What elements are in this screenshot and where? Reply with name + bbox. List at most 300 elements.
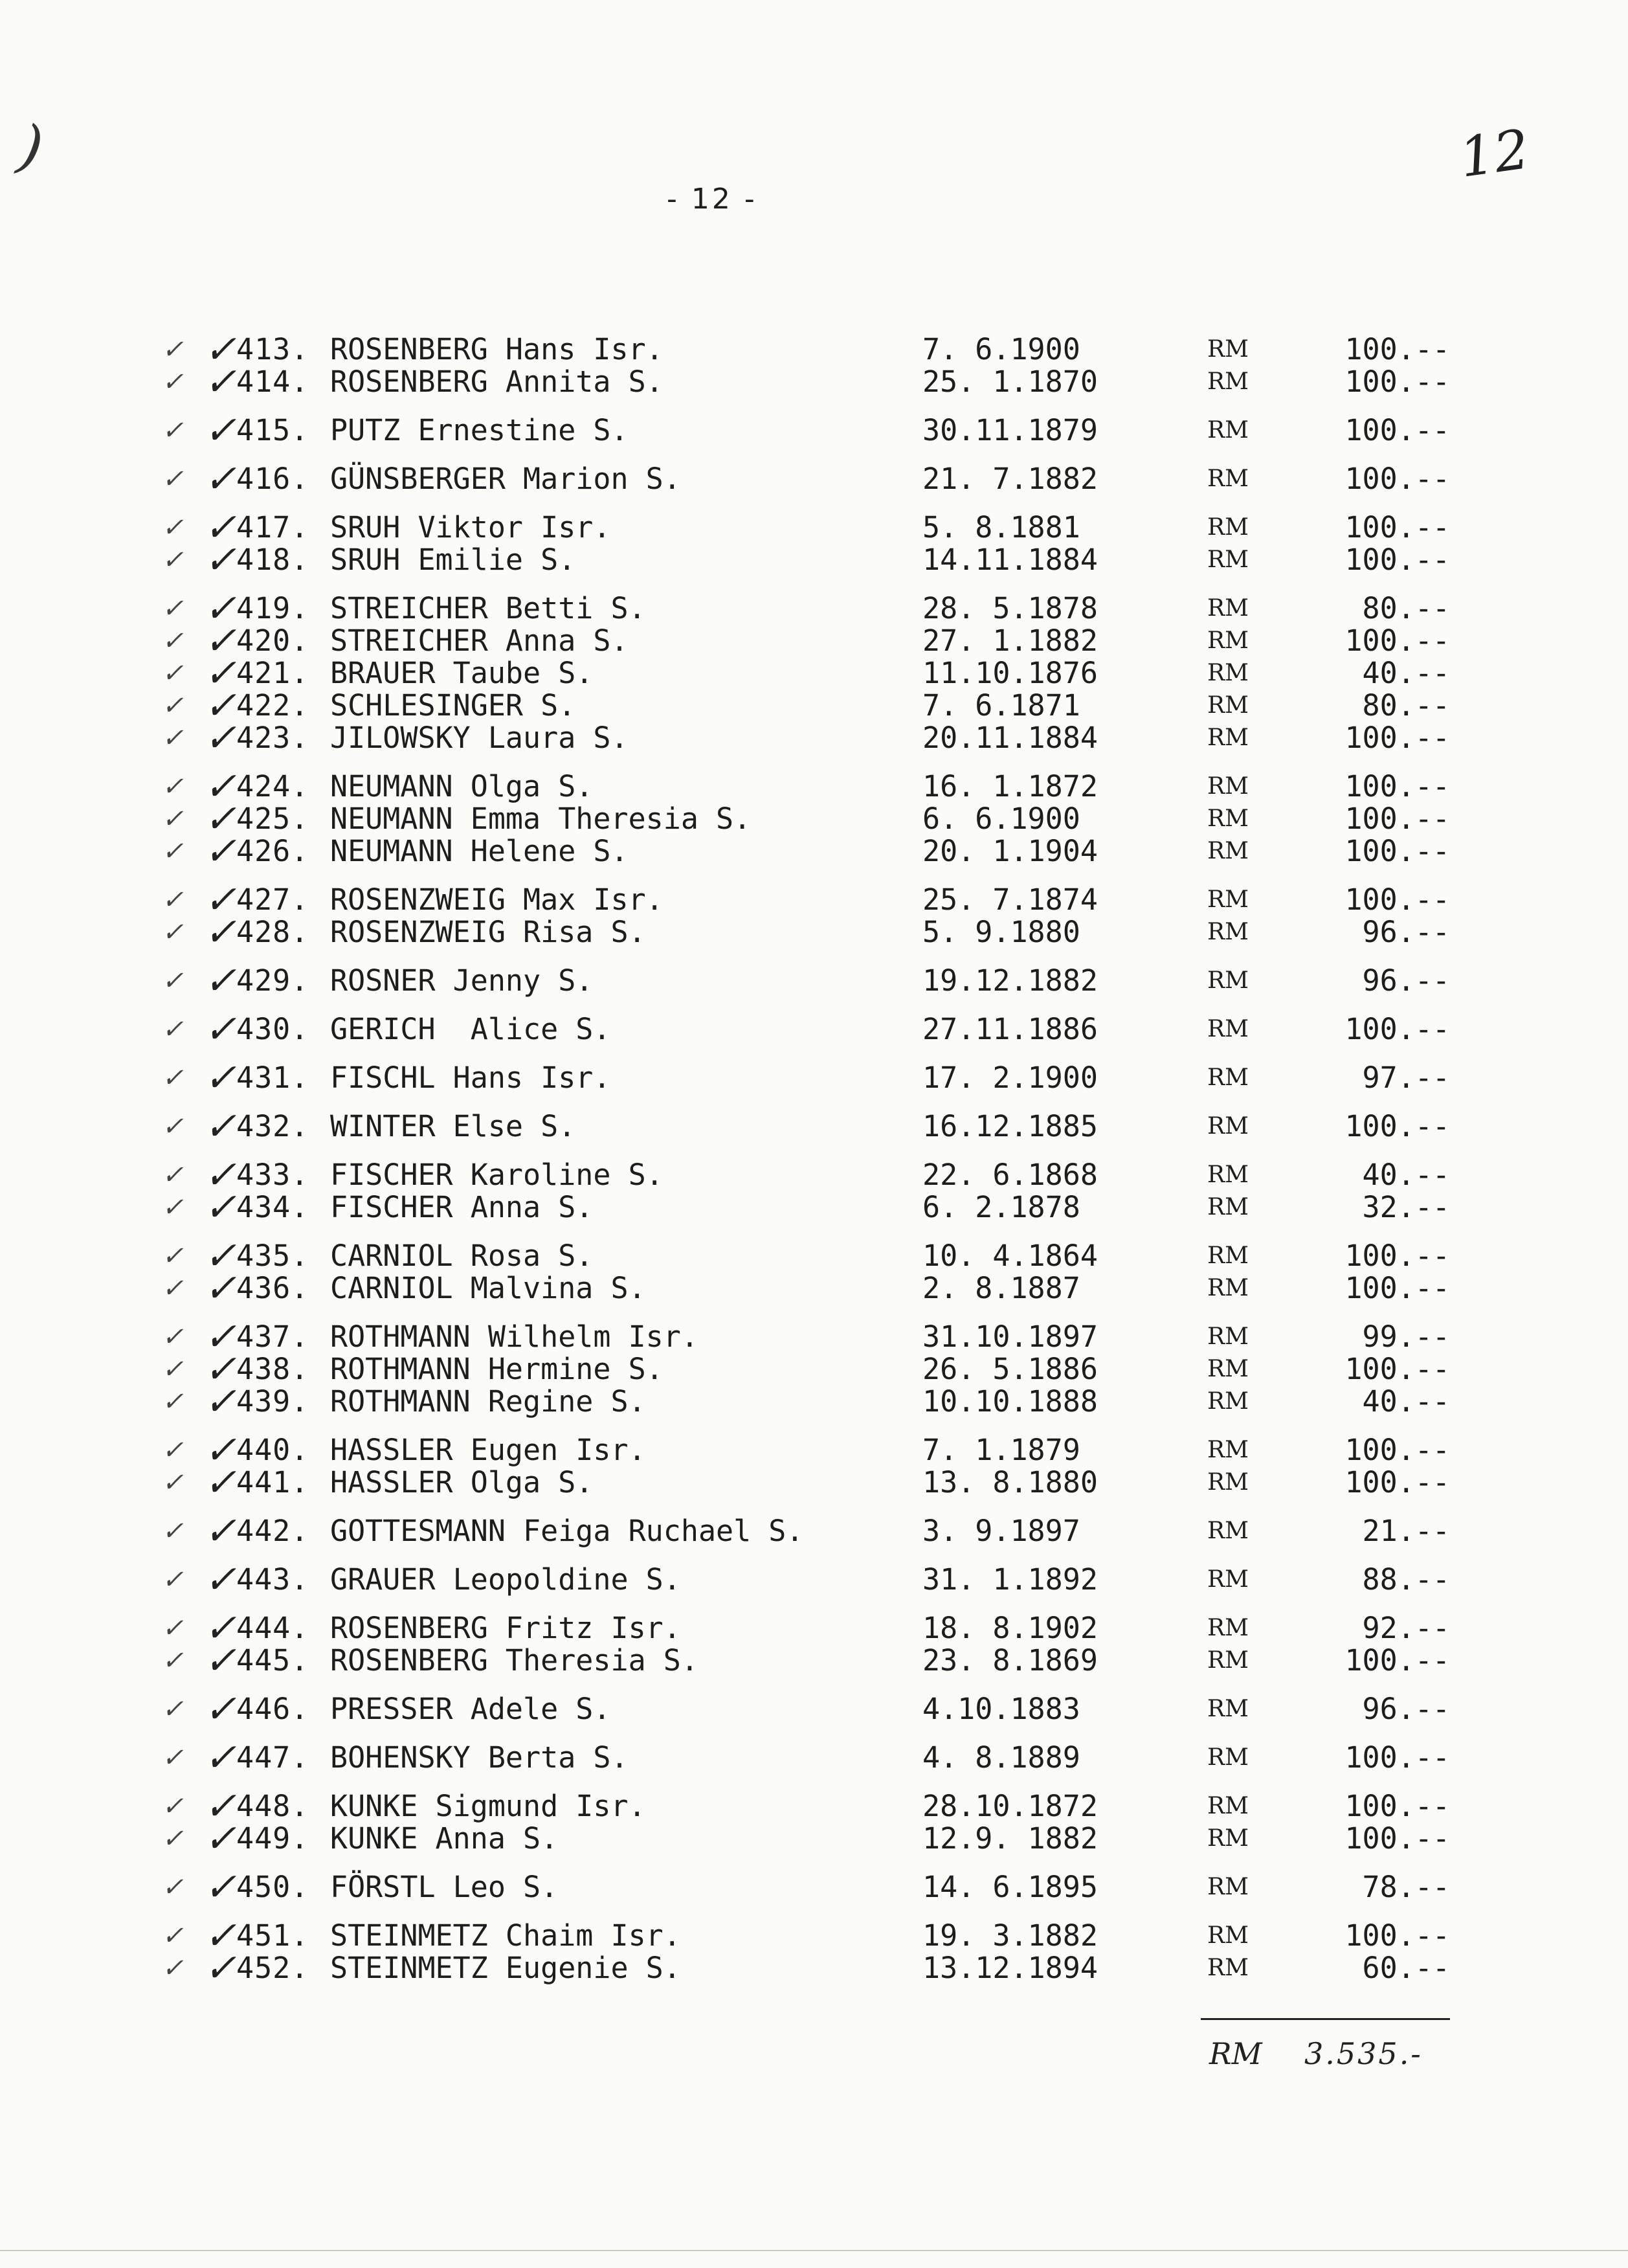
table-row [0, 1007, 1628, 1052]
amount: 100.-- [1344, 462, 1450, 496]
amount: 100.-- [1344, 1821, 1450, 1856]
amount: 21.-- [1362, 1514, 1450, 1548]
table-row [0, 1104, 1628, 1149]
currency: RM [1207, 1922, 1249, 1949]
check-mark-icon: ✓ [204, 1266, 237, 1311]
birth-date: 16. 1.1872 [922, 769, 1098, 803]
birth-date: 2. 8.1887 [922, 1271, 1080, 1305]
check-mark-icon: ✓ [204, 1428, 237, 1473]
birth-date: 10. 4.1864 [922, 1239, 1098, 1273]
currency: RM [1207, 1016, 1249, 1042]
birth-date: 28. 5.1878 [922, 591, 1098, 625]
amount: 100.-- [1344, 332, 1450, 366]
person-name: ROSENZWEIG Risa S. [330, 915, 646, 949]
birth-date: 5. 8.1881 [922, 510, 1080, 545]
amount: 100.-- [1344, 1352, 1450, 1386]
entry-number: 414. [236, 365, 309, 399]
table-row [0, 683, 1628, 728]
check-mark-icon: ✓ [162, 836, 184, 866]
table-row [0, 1816, 1628, 1861]
amount: 100.-- [1344, 1789, 1450, 1823]
person-name: PUTZ Ernestine S. [330, 413, 629, 447]
check-mark-icon: ✓ [162, 1063, 184, 1093]
entry-number: 439. [236, 1384, 309, 1419]
bottom-edge-line [0, 2250, 1628, 2251]
currency: RM [1207, 336, 1249, 363]
birth-date: 13.12.1894 [922, 1951, 1098, 1985]
check-mark-icon: ✓ [204, 327, 237, 372]
entry-number: 421. [236, 656, 309, 690]
currency: RM [1207, 1113, 1249, 1140]
check-mark-icon: ✓ [162, 1112, 184, 1141]
currency: RM [1207, 967, 1249, 994]
entry-number: 440. [236, 1433, 309, 1467]
entry-number: 424. [236, 769, 309, 803]
currency: RM [1207, 514, 1249, 541]
amount: 92.-- [1362, 1611, 1450, 1645]
entry-number: 450. [236, 1870, 309, 1904]
amount: 100.-- [1344, 802, 1450, 836]
total-currency: RM [1209, 2036, 1262, 2071]
check-mark-icon: ✓ [204, 1152, 237, 1198]
currency: RM [1207, 838, 1249, 864]
person-name: KUNKE Anna S. [330, 1821, 559, 1856]
entry-number: 449. [236, 1821, 309, 1856]
person-name: CARNIOL Malvina S. [330, 1271, 646, 1305]
check-mark-icon: ✓ [162, 1322, 184, 1352]
table-row [0, 1152, 1628, 1198]
person-name: HASSLER Olga S. [330, 1465, 594, 1499]
check-mark-icon: ✓ [162, 1646, 184, 1676]
birth-date: 20.11.1884 [922, 721, 1098, 755]
person-name: HASSLER Eugen Isr. [330, 1433, 646, 1467]
birth-date: 22. 6.1868 [922, 1158, 1098, 1192]
amount: 60.-- [1362, 1951, 1450, 1985]
check-mark-icon: ✓ [204, 1379, 237, 1424]
currency: RM [1207, 1566, 1249, 1593]
entry-number: 435. [236, 1239, 309, 1273]
birth-date: 12.9. 1882 [922, 1821, 1098, 1856]
person-name: FISCHER Anna S. [330, 1190, 594, 1224]
amount: 100.-- [1344, 365, 1450, 399]
person-name: GRAUER Leopoldine S. [330, 1562, 681, 1597]
currency: RM [1207, 1955, 1249, 1981]
amount: 100.-- [1344, 543, 1450, 577]
check-mark-icon: ✓ [162, 1468, 184, 1498]
currency: RM [1207, 368, 1249, 395]
total-rule [1201, 2018, 1450, 2020]
birth-date: 7. 6.1900 [922, 332, 1080, 366]
check-mark-icon: ✓ [204, 1104, 237, 1149]
check-mark-icon: ✓ [204, 1638, 237, 1683]
birth-date: 7. 6.1871 [922, 688, 1080, 723]
person-name: WINTER Else S. [330, 1109, 576, 1143]
check-mark-icon: ✓ [162, 1274, 184, 1303]
check-mark-icon: ✓ [162, 1694, 184, 1724]
table-row [0, 1266, 1628, 1311]
birth-date: 4.10.1883 [922, 1692, 1080, 1726]
table-row [0, 651, 1628, 696]
check-mark-icon: ✓ [204, 1557, 237, 1602]
check-mark-icon: ✓ [162, 1387, 184, 1417]
table-row [0, 1233, 1628, 1279]
table-row [0, 1557, 1628, 1602]
check-mark-icon: ✓ [204, 1735, 237, 1780]
entry-number: 429. [236, 963, 309, 998]
table-row [0, 1379, 1628, 1424]
birth-date: 19.12.1882 [922, 963, 1098, 998]
amount: 100.-- [1344, 510, 1450, 545]
entry-number: 452. [236, 1951, 309, 1985]
entry-number: 417. [236, 510, 309, 545]
currency: RM [1207, 1615, 1249, 1641]
person-name: ROSENBERG Hans Isr. [330, 332, 663, 366]
amount: 100.-- [1344, 721, 1450, 755]
amount: 100.-- [1344, 1918, 1450, 1953]
currency: RM [1207, 1793, 1249, 1819]
amount: 78.-- [1362, 1870, 1450, 1904]
birth-date: 14. 6.1895 [922, 1870, 1098, 1904]
currency: RM [1207, 773, 1249, 800]
check-mark-icon: ✓ [204, 651, 237, 696]
table-row [0, 1055, 1628, 1101]
table-row [0, 1865, 1628, 1910]
person-name: GERICH Alice S. [330, 1012, 611, 1046]
check-mark-icon: ✓ [204, 877, 237, 923]
currency: RM [1207, 1275, 1249, 1301]
person-name: FISCHER Karoline S. [330, 1158, 663, 1192]
person-name: SRUH Viktor Isr. [330, 510, 611, 545]
check-mark-icon: ✓ [162, 804, 184, 834]
check-mark-icon: ✓ [204, 1509, 237, 1554]
currency: RM [1207, 1437, 1249, 1463]
amount: 100.-- [1344, 413, 1450, 447]
entry-number: 426. [236, 834, 309, 868]
person-name: PRESSER Adele S. [330, 1692, 611, 1726]
birth-date: 10.10.1888 [922, 1384, 1098, 1419]
birth-date: 31.10.1897 [922, 1319, 1098, 1354]
amount: 32.-- [1362, 1190, 1450, 1224]
check-mark-icon: ✓ [162, 545, 184, 575]
check-mark-icon: ✓ [162, 513, 184, 543]
check-mark-icon: ✓ [162, 626, 184, 656]
table-row [0, 1428, 1628, 1473]
entry-number: 443. [236, 1562, 309, 1597]
margin-stroke-mark: ) [14, 111, 48, 183]
table-row [0, 505, 1628, 550]
check-mark-icon: ✓ [204, 1946, 237, 1991]
person-name: NEUMANN Emma Theresia S. [330, 802, 752, 836]
check-mark-icon: ✓ [162, 691, 184, 721]
birth-date: 26. 5.1886 [922, 1352, 1098, 1386]
table-row [0, 958, 1628, 1004]
amount: 100.-- [1344, 1271, 1450, 1305]
table-row [0, 456, 1628, 502]
birth-date: 19. 3.1882 [922, 1918, 1098, 1953]
check-mark-icon: ✓ [162, 1872, 184, 1902]
amount: 100.-- [1344, 1109, 1450, 1143]
birth-date: 18. 8.1902 [922, 1611, 1098, 1645]
check-mark-icon: ✓ [162, 917, 184, 947]
check-mark-icon: ✓ [162, 594, 184, 623]
amount: 100.-- [1344, 1012, 1450, 1046]
amount: 40.-- [1362, 656, 1450, 690]
person-name: BOHENSKY Berta S. [330, 1740, 629, 1775]
person-name: STREICHER Anna S. [330, 623, 629, 658]
currency: RM [1207, 805, 1249, 832]
amount: 96.-- [1362, 1692, 1450, 1726]
check-mark-icon: ✓ [204, 764, 237, 809]
table-row [0, 1185, 1628, 1230]
table-row [0, 877, 1628, 923]
currency: RM [1207, 1064, 1249, 1091]
check-mark-icon: ✓ [204, 1314, 237, 1360]
amount: 99.-- [1362, 1319, 1450, 1354]
birth-date: 6. 6.1900 [922, 802, 1080, 836]
entry-number: 447. [236, 1740, 309, 1775]
check-mark-icon: ✓ [204, 1913, 237, 1959]
person-name: ROTHMANN Wilhelm Isr. [330, 1319, 698, 1354]
table-row [0, 829, 1628, 874]
check-mark-icon: ✓ [204, 505, 237, 550]
birth-date: 4. 8.1889 [922, 1740, 1080, 1775]
table-row [0, 1347, 1628, 1392]
birth-date: 11.10.1876 [922, 656, 1098, 690]
birth-date: 3. 9.1897 [922, 1514, 1080, 1548]
check-mark-icon: ✓ [162, 1613, 184, 1643]
birth-date: 20. 1.1904 [922, 834, 1098, 868]
check-mark-icon: ✓ [162, 723, 184, 753]
table-row [0, 1687, 1628, 1732]
birth-date: 16.12.1885 [922, 1109, 1098, 1143]
currency: RM [1207, 919, 1249, 945]
person-name: JILOWSKY Laura S. [330, 721, 629, 755]
table-row [0, 1638, 1628, 1683]
entry-number: 413. [236, 332, 309, 366]
currency: RM [1207, 595, 1249, 622]
check-mark-icon: ✓ [204, 910, 237, 955]
check-mark-icon: ✓ [204, 1460, 237, 1505]
entry-number: 445. [236, 1643, 309, 1678]
entry-number: 420. [236, 623, 309, 658]
entry-number: 432. [236, 1109, 309, 1143]
birth-date: 21. 7.1882 [922, 462, 1098, 496]
entry-number: 451. [236, 1918, 309, 1953]
person-name: GOTTESMANN Feiga Ruchael S. [330, 1514, 804, 1548]
currency: RM [1207, 1356, 1249, 1382]
birth-date: 14.11.1884 [922, 543, 1098, 577]
person-name: ROSNER Jenny S. [330, 963, 594, 998]
person-name: ROTHMANN Hermine S. [330, 1352, 663, 1386]
check-mark-icon: ✓ [204, 829, 237, 874]
amount: 100.-- [1344, 1740, 1450, 1775]
check-mark-icon: ✓ [204, 586, 237, 631]
entry-number: 437. [236, 1319, 309, 1354]
currency: RM [1207, 1744, 1249, 1771]
check-mark-icon: ✓ [204, 1784, 237, 1829]
person-name: FÖRSTL Leo S. [330, 1870, 559, 1904]
table-row [0, 1735, 1628, 1780]
currency: RM [1207, 1874, 1249, 1900]
entry-number: 433. [236, 1158, 309, 1192]
page-number: - 12 - [667, 183, 757, 216]
person-name: SRUH Emilie S. [330, 543, 576, 577]
currency: RM [1207, 1388, 1249, 1415]
birth-date: 6. 2.1878 [922, 1190, 1080, 1224]
check-mark-icon: ✓ [204, 1816, 237, 1861]
currency: RM [1207, 1323, 1249, 1350]
check-mark-icon: ✓ [162, 464, 184, 494]
entry-number: 442. [236, 1514, 309, 1548]
entry-number: 431. [236, 1061, 309, 1095]
table-row [0, 796, 1628, 842]
amount: 100.-- [1344, 834, 1450, 868]
check-mark-icon: ✓ [204, 1606, 237, 1651]
person-name: NEUMANN Olga S. [330, 769, 594, 803]
amount: 100.-- [1344, 1239, 1450, 1273]
entry-number: 415. [236, 413, 309, 447]
check-mark-icon: ✓ [204, 683, 237, 728]
person-name: ROTHMANN Regine S. [330, 1384, 646, 1419]
amount: 80.-- [1362, 591, 1450, 625]
currency: RM [1207, 692, 1249, 719]
entry-number: 434. [236, 1190, 309, 1224]
entry-number: 423. [236, 721, 309, 755]
check-mark-icon: ✓ [162, 1435, 184, 1465]
birth-date: 5. 9.1880 [922, 915, 1080, 949]
entry-number: 418. [236, 543, 309, 577]
check-mark-icon: ✓ [204, 359, 237, 405]
birth-date: 23. 8.1869 [922, 1643, 1098, 1678]
check-mark-icon: ✓ [162, 1241, 184, 1271]
check-mark-icon: ✓ [204, 537, 237, 583]
check-mark-icon: ✓ [204, 958, 237, 1004]
check-mark-icon: ✓ [162, 1953, 184, 1983]
amount: 100.-- [1344, 623, 1450, 658]
birth-date: 27.11.1886 [922, 1012, 1098, 1046]
currency: RM [1207, 1162, 1249, 1188]
table-row [0, 910, 1628, 955]
person-name: KUNKE Sigmund Isr. [330, 1789, 646, 1823]
currency: RM [1207, 1696, 1249, 1722]
amount: 40.-- [1362, 1158, 1450, 1192]
check-mark-icon: ✓ [162, 335, 184, 365]
entry-number: 430. [236, 1012, 309, 1046]
check-mark-icon: ✓ [204, 618, 237, 664]
total-amount: 3.535.- [1304, 2036, 1423, 2071]
person-name: BRAUER Taube S. [330, 656, 594, 690]
table-row [0, 1460, 1628, 1505]
currency: RM [1207, 1242, 1249, 1269]
amount: 100.-- [1344, 882, 1450, 917]
amount: 80.-- [1362, 688, 1450, 723]
check-mark-icon: ✓ [162, 1791, 184, 1821]
table-row [0, 715, 1628, 761]
table-row [0, 1946, 1628, 1991]
amount: 100.-- [1344, 769, 1450, 803]
check-mark-icon: ✓ [204, 1233, 237, 1279]
check-mark-icon: ✓ [204, 456, 237, 502]
entry-number: 436. [236, 1271, 309, 1305]
entry-number: 427. [236, 882, 309, 917]
currency: RM [1207, 466, 1249, 492]
check-mark-icon: ✓ [204, 408, 237, 453]
amount: 100.-- [1344, 1643, 1450, 1678]
currency: RM [1207, 1194, 1249, 1220]
birth-date: 30.11.1879 [922, 413, 1098, 447]
table-row [0, 1784, 1628, 1829]
person-name: STREICHER Betti S. [330, 591, 646, 625]
birth-date: 13. 8.1880 [922, 1465, 1098, 1499]
person-name: STEINMETZ Chaim Isr. [330, 1918, 681, 1953]
check-mark-icon: ✓ [204, 1347, 237, 1392]
check-mark-icon: ✓ [162, 1824, 184, 1854]
table-row [0, 764, 1628, 809]
person-name: CARNIOL Rosa S. [330, 1239, 594, 1273]
table-row [0, 586, 1628, 631]
amount: 97.-- [1362, 1061, 1450, 1095]
entry-number: 425. [236, 802, 309, 836]
person-name: GÜNSBERGER Marion S. [330, 462, 681, 496]
check-mark-icon: ✓ [162, 1354, 184, 1384]
check-mark-icon: ✓ [204, 1687, 237, 1732]
check-mark-icon: ✓ [162, 1743, 184, 1773]
person-name: STEINMETZ Eugenie S. [330, 1951, 681, 1985]
table-row [0, 537, 1628, 583]
person-name: ROSENZWEIG Max Isr. [330, 882, 663, 917]
check-mark-icon: ✓ [204, 1055, 237, 1101]
entry-number: 441. [236, 1465, 309, 1499]
amount: 96.-- [1362, 915, 1450, 949]
birth-date: 25. 7.1874 [922, 882, 1098, 917]
check-mark-icon: ✓ [204, 1185, 237, 1230]
entry-number: 446. [236, 1692, 309, 1726]
birth-date: 25. 1.1870 [922, 365, 1098, 399]
check-mark-icon: ✓ [162, 885, 184, 915]
amount: 100.-- [1344, 1465, 1450, 1499]
check-mark-icon: ✓ [162, 1193, 184, 1222]
table-row [0, 618, 1628, 664]
currency: RM [1207, 660, 1249, 686]
currency: RM [1207, 417, 1249, 443]
person-name: ROSENBERG Annita S. [330, 365, 663, 399]
check-mark-icon: ✓ [204, 715, 237, 761]
check-mark-icon: ✓ [162, 1516, 184, 1546]
person-name: SCHLESINGER S. [330, 688, 576, 723]
entry-number: 438. [236, 1352, 309, 1386]
check-mark-icon: ✓ [162, 367, 184, 397]
check-mark-icon: ✓ [162, 966, 184, 996]
person-name: NEUMANN Helene S. [330, 834, 629, 868]
check-mark-icon: ✓ [162, 1160, 184, 1190]
birth-date: 31. 1.1892 [922, 1562, 1098, 1597]
check-mark-icon: ✓ [162, 416, 184, 445]
table-row [0, 1913, 1628, 1959]
currency: RM [1207, 724, 1249, 751]
currency: RM [1207, 1469, 1249, 1496]
currency: RM [1207, 1825, 1249, 1852]
table-row [0, 327, 1628, 372]
table-row [0, 359, 1628, 405]
table-row [0, 1314, 1628, 1360]
entry-number: 416. [236, 462, 309, 496]
check-mark-icon: ✓ [162, 1921, 184, 1951]
check-mark-icon: ✓ [162, 1015, 184, 1044]
check-mark-icon: ✓ [162, 772, 184, 802]
table-row [0, 1509, 1628, 1554]
currency: RM [1207, 886, 1249, 913]
check-mark-icon: ✓ [162, 1565, 184, 1595]
